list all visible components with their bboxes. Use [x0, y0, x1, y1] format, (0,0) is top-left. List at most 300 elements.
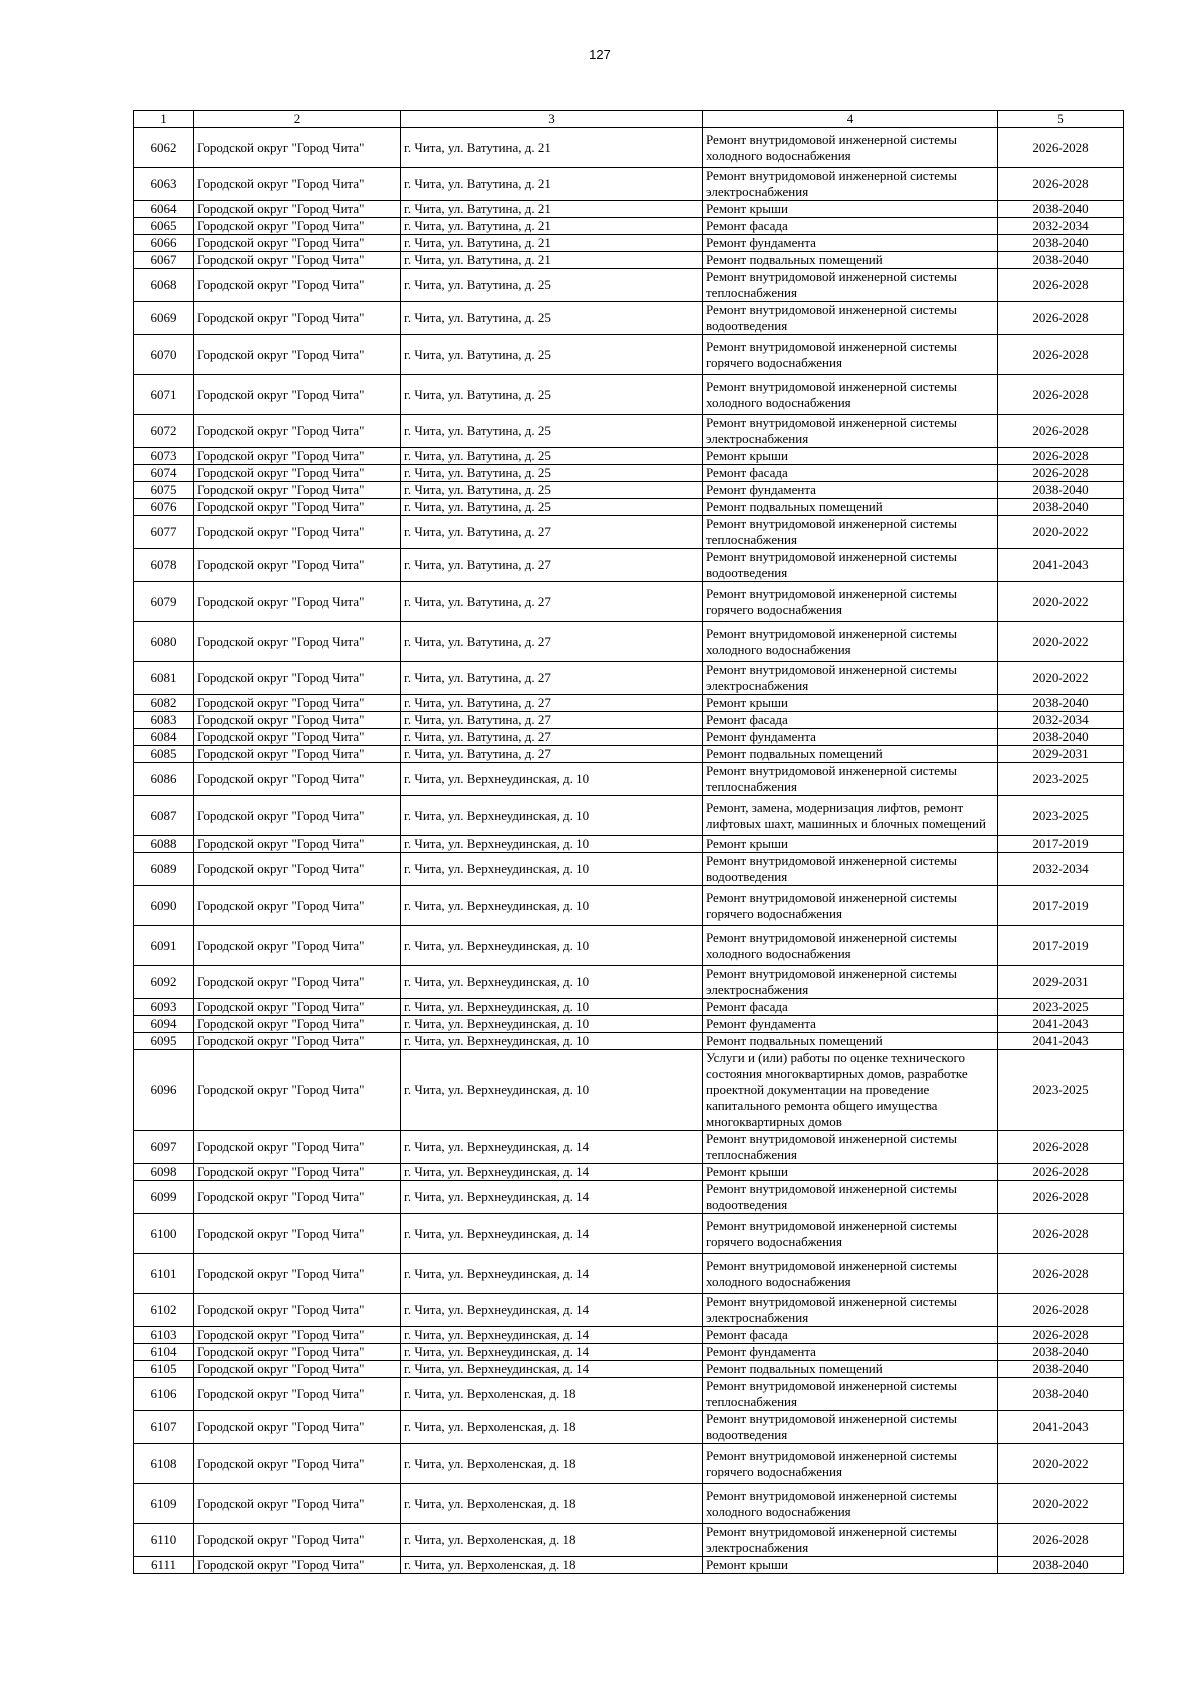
- address-cell: г. Чита, ул. Верхоленская, д. 18: [401, 1524, 703, 1557]
- period-cell: 2023-2025: [998, 1050, 1124, 1131]
- table-row: [134, 235, 1124, 252]
- column-header: 5: [998, 111, 1124, 128]
- row-number-cell: 6082: [134, 695, 194, 712]
- municipality-cell: Городской округ "Город Чита": [194, 1033, 401, 1050]
- municipality-cell: Городской округ "Город Чита": [194, 269, 401, 302]
- row-number-cell: 6080: [134, 622, 194, 662]
- work-type-cell: Ремонт внутридомовой инженерной системы теплоснабжения: [703, 1378, 998, 1411]
- table-row: [134, 128, 1124, 168]
- period-cell: 2032-2034: [998, 218, 1124, 235]
- address-cell: г. Чита, ул. Верхнеудинская, д. 14: [401, 1344, 703, 1361]
- address-cell: г. Чита, ул. Верхнеудинская, д. 14: [401, 1181, 703, 1214]
- period-cell: 2026-2028: [998, 448, 1124, 465]
- row-number-cell: 6079: [134, 582, 194, 622]
- table-row: [134, 218, 1124, 235]
- period-cell: 2038-2040: [998, 201, 1124, 218]
- municipality-cell: Городской округ "Город Чита": [194, 1557, 401, 1574]
- work-type-cell: Ремонт внутридомовой инженерной системы водоотведения: [703, 853, 998, 886]
- row-number-cell: 6072: [134, 415, 194, 448]
- row-number-cell: 6075: [134, 482, 194, 499]
- period-cell: 2038-2040: [998, 235, 1124, 252]
- municipality-cell: Городской округ "Город Чита": [194, 1327, 401, 1344]
- row-number-cell: 6067: [134, 252, 194, 269]
- municipality-cell: Городской округ "Город Чита": [194, 695, 401, 712]
- row-number-cell: 6107: [134, 1411, 194, 1444]
- period-cell: 2017-2019: [998, 886, 1124, 926]
- row-number-cell: 6077: [134, 516, 194, 549]
- table-row: [134, 662, 1124, 695]
- work-type-cell: Ремонт внутридомовой инженерной системы теплоснабжения: [703, 1131, 998, 1164]
- row-number-cell: 6089: [134, 853, 194, 886]
- period-cell: 2038-2040: [998, 252, 1124, 269]
- municipality-cell: Городской округ "Город Чита": [194, 448, 401, 465]
- row-number-cell: 6062: [134, 128, 194, 168]
- row-number-cell: 6094: [134, 1016, 194, 1033]
- work-type-cell: Ремонт подвальных помещений: [703, 746, 998, 763]
- period-cell: 2017-2019: [998, 926, 1124, 966]
- period-cell: 2020-2022: [998, 622, 1124, 662]
- period-cell: 2020-2022: [998, 1484, 1124, 1524]
- row-number-cell: 6069: [134, 302, 194, 335]
- row-number-cell: 6086: [134, 763, 194, 796]
- header-row: [134, 111, 1124, 128]
- work-type-cell: Ремонт фундамента: [703, 729, 998, 746]
- municipality-cell: Городской округ "Город Чита": [194, 662, 401, 695]
- address-cell: г. Чита, ул. Ватутина, д. 21: [401, 235, 703, 252]
- table-row: [134, 622, 1124, 662]
- municipality-cell: Городской округ "Город Чита": [194, 1214, 401, 1254]
- row-number-cell: 6068: [134, 269, 194, 302]
- work-type-cell: Услуги и (или) работы по оценке технического состояния многоквартирных домов, разработке проектной документации на проведение капитального ремонта общего имущества многоквартирных домов: [703, 1050, 998, 1131]
- municipality-cell: Городской округ "Город Чита": [194, 516, 401, 549]
- address-cell: г. Чита, ул. Ватутина, д. 25: [401, 465, 703, 482]
- municipality-cell: Городской округ "Город Чита": [194, 201, 401, 218]
- page-number: 127: [589, 47, 611, 62]
- period-cell: 2026-2028: [998, 375, 1124, 415]
- municipality-cell: Городской округ "Город Чита": [194, 302, 401, 335]
- period-cell: 2023-2025: [998, 796, 1124, 836]
- period-cell: 2020-2022: [998, 662, 1124, 695]
- table-row: [134, 415, 1124, 448]
- period-cell: 2041-2043: [998, 1033, 1124, 1050]
- work-type-cell: Ремонт крыши: [703, 201, 998, 218]
- row-number-cell: 6096: [134, 1050, 194, 1131]
- address-cell: г. Чита, ул. Ватутина, д. 25: [401, 499, 703, 516]
- table-row: [134, 1016, 1124, 1033]
- work-type-cell: Ремонт внутридомовой инженерной системы холодного водоснабжения: [703, 622, 998, 662]
- row-number-cell: 6064: [134, 201, 194, 218]
- row-number-cell: 6078: [134, 549, 194, 582]
- row-number-cell: 6098: [134, 1164, 194, 1181]
- municipality-cell: Городской округ "Город Чита": [194, 1344, 401, 1361]
- period-cell: 2032-2034: [998, 853, 1124, 886]
- period-cell: 2026-2028: [998, 415, 1124, 448]
- row-number-cell: 6097: [134, 1131, 194, 1164]
- work-type-cell: Ремонт фасада: [703, 999, 998, 1016]
- table-row: [134, 1181, 1124, 1214]
- period-cell: 2029-2031: [998, 746, 1124, 763]
- municipality-cell: Городской округ "Город Чита": [194, 465, 401, 482]
- row-number-cell: 6088: [134, 836, 194, 853]
- row-number-cell: 6111: [134, 1557, 194, 1574]
- work-type-cell: Ремонт внутридомовой инженерной системы горячего водоснабжения: [703, 886, 998, 926]
- address-cell: г. Чита, ул. Верхнеудинская, д. 10: [401, 966, 703, 999]
- municipality-cell: Городской округ "Город Чита": [194, 886, 401, 926]
- municipality-cell: Городской округ "Город Чита": [194, 999, 401, 1016]
- period-cell: 2038-2040: [998, 1361, 1124, 1378]
- table-row: [134, 1327, 1124, 1344]
- work-type-cell: Ремонт фасада: [703, 1327, 998, 1344]
- period-cell: 2017-2019: [998, 836, 1124, 853]
- work-type-cell: Ремонт, замена, модернизация лифтов, ремонт лифтовых шахт, машинных и блочных помещений: [703, 796, 998, 836]
- municipality-cell: Городской округ "Город Чита": [194, 1411, 401, 1444]
- period-cell: 2038-2040: [998, 729, 1124, 746]
- table-row: [134, 999, 1124, 1016]
- row-number-cell: 6085: [134, 746, 194, 763]
- work-type-cell: Ремонт крыши: [703, 695, 998, 712]
- row-number-cell: 6083: [134, 712, 194, 729]
- period-cell: 2038-2040: [998, 482, 1124, 499]
- table-row: [134, 729, 1124, 746]
- municipality-cell: Городской округ "Город Чита": [194, 1016, 401, 1033]
- work-type-cell: Ремонт внутридомовой инженерной системы электроснабжения: [703, 415, 998, 448]
- municipality-cell: Городской округ "Город Чита": [194, 218, 401, 235]
- table-row: [134, 465, 1124, 482]
- work-type-cell: Ремонт крыши: [703, 448, 998, 465]
- work-type-cell: Ремонт внутридомовой инженерной системы водоотведения: [703, 1181, 998, 1214]
- municipality-cell: Городской округ "Город Чита": [194, 1181, 401, 1214]
- period-cell: 2026-2028: [998, 1294, 1124, 1327]
- address-cell: г. Чита, ул. Ватутина, д. 21: [401, 201, 703, 218]
- work-type-cell: Ремонт фасада: [703, 465, 998, 482]
- table-row: [134, 966, 1124, 999]
- address-cell: г. Чита, ул. Верхоленская, д. 18: [401, 1444, 703, 1484]
- period-cell: 2038-2040: [998, 1557, 1124, 1574]
- address-cell: г. Чита, ул. Ватутина, д. 27: [401, 746, 703, 763]
- address-cell: г. Чита, ул. Ватутина, д. 21: [401, 252, 703, 269]
- table-row: [134, 582, 1124, 622]
- address-cell: г. Чита, ул. Ватутина, д. 27: [401, 582, 703, 622]
- period-cell: 2026-2028: [998, 269, 1124, 302]
- period-cell: 2020-2022: [998, 516, 1124, 549]
- address-cell: г. Чита, ул. Верхнеудинская, д. 10: [401, 926, 703, 966]
- municipality-cell: Городской округ "Город Чита": [194, 1484, 401, 1524]
- table-row: [134, 1378, 1124, 1411]
- municipality-cell: Городской округ "Город Чита": [194, 712, 401, 729]
- address-cell: г. Чита, ул. Верхнеудинская, д. 10: [401, 886, 703, 926]
- address-cell: г. Чита, ул. Верхоленская, д. 18: [401, 1411, 703, 1444]
- municipality-cell: Городской округ "Город Чита": [194, 729, 401, 746]
- row-number-cell: 6108: [134, 1444, 194, 1484]
- municipality-cell: Городской округ "Город Чита": [194, 1361, 401, 1378]
- period-cell: 2026-2028: [998, 128, 1124, 168]
- row-number-cell: 6074: [134, 465, 194, 482]
- municipality-cell: Городской округ "Город Чита": [194, 499, 401, 516]
- work-type-cell: Ремонт крыши: [703, 1164, 998, 1181]
- municipality-cell: Городской округ "Город Чита": [194, 235, 401, 252]
- table-row: [134, 482, 1124, 499]
- municipality-cell: Городской округ "Город Чита": [194, 1050, 401, 1131]
- table-row: [134, 1344, 1124, 1361]
- table-row: [134, 375, 1124, 415]
- address-cell: г. Чита, ул. Ватутина, д. 25: [401, 375, 703, 415]
- period-cell: 2026-2028: [998, 1327, 1124, 1344]
- municipality-cell: Городской округ "Город Чита": [194, 836, 401, 853]
- work-type-cell: Ремонт фундамента: [703, 482, 998, 499]
- table-row: [134, 1294, 1124, 1327]
- table-row: [134, 695, 1124, 712]
- table-row: [134, 746, 1124, 763]
- municipality-cell: Городской округ "Город Чита": [194, 335, 401, 375]
- table-row: [134, 516, 1124, 549]
- municipality-cell: Городской округ "Город Чита": [194, 853, 401, 886]
- address-cell: г. Чита, ул. Ватутина, д. 27: [401, 729, 703, 746]
- row-number-cell: 6102: [134, 1294, 194, 1327]
- work-type-cell: Ремонт внутридомовой инженерной системы теплоснабжения: [703, 516, 998, 549]
- address-cell: г. Чита, ул. Верхоленская, д. 18: [401, 1484, 703, 1524]
- period-cell: 2029-2031: [998, 966, 1124, 999]
- work-type-cell: Ремонт внутридомовой инженерной системы электроснабжения: [703, 966, 998, 999]
- work-type-cell: Ремонт крыши: [703, 1557, 998, 1574]
- table-row: [134, 201, 1124, 218]
- table-row: [134, 252, 1124, 269]
- work-type-cell: Ремонт внутридомовой инженерной системы горячего водоснабжения: [703, 1444, 998, 1484]
- work-type-cell: Ремонт фундамента: [703, 235, 998, 252]
- address-cell: г. Чита, ул. Ватутина, д. 27: [401, 549, 703, 582]
- row-number-cell: 6084: [134, 729, 194, 746]
- table-row: [134, 836, 1124, 853]
- address-cell: г. Чита, ул. Ватутина, д. 25: [401, 269, 703, 302]
- municipality-cell: Городской округ "Город Чита": [194, 252, 401, 269]
- repair-schedule-table: [133, 110, 1124, 1574]
- period-cell: 2023-2025: [998, 763, 1124, 796]
- address-cell: г. Чита, ул. Ватутина, д. 27: [401, 662, 703, 695]
- municipality-cell: Городской округ "Город Чита": [194, 128, 401, 168]
- municipality-cell: Городской округ "Город Чита": [194, 1254, 401, 1294]
- table-row: [134, 269, 1124, 302]
- period-cell: 2026-2028: [998, 1214, 1124, 1254]
- address-cell: г. Чита, ул. Ватутина, д. 25: [401, 482, 703, 499]
- work-type-cell: Ремонт внутридомовой инженерной системы горячего водоснабжения: [703, 582, 998, 622]
- address-cell: г. Чита, ул. Верхнеудинская, д. 10: [401, 853, 703, 886]
- period-cell: 2026-2028: [998, 1254, 1124, 1294]
- table-row: [134, 1444, 1124, 1484]
- work-type-cell: Ремонт фундамента: [703, 1016, 998, 1033]
- row-number-cell: 6090: [134, 886, 194, 926]
- table-row: [134, 763, 1124, 796]
- municipality-cell: Городской округ "Город Чита": [194, 926, 401, 966]
- table-row: [134, 796, 1124, 836]
- row-number-cell: 6103: [134, 1327, 194, 1344]
- table-row: [134, 1524, 1124, 1557]
- address-cell: г. Чита, ул. Верхнеудинская, д. 10: [401, 1033, 703, 1050]
- row-number-cell: 6066: [134, 235, 194, 252]
- row-number-cell: 6063: [134, 168, 194, 201]
- address-cell: г. Чита, ул. Ватутина, д. 25: [401, 448, 703, 465]
- period-cell: 2038-2040: [998, 1344, 1124, 1361]
- work-type-cell: Ремонт внутридомовой инженерной системы горячего водоснабжения: [703, 1214, 998, 1254]
- address-cell: г. Чита, ул. Ватутина, д. 27: [401, 695, 703, 712]
- row-number-cell: 6095: [134, 1033, 194, 1050]
- period-cell: 2020-2022: [998, 582, 1124, 622]
- work-type-cell: Ремонт внутридомовой инженерной системы холодного водоснабжения: [703, 926, 998, 966]
- address-cell: г. Чита, ул. Ватутина, д. 27: [401, 516, 703, 549]
- table-row: [134, 168, 1124, 201]
- period-cell: 2020-2022: [998, 1444, 1124, 1484]
- row-number-cell: 6101: [134, 1254, 194, 1294]
- address-cell: г. Чита, ул. Верхнеудинская, д. 14: [401, 1327, 703, 1344]
- period-cell: 2038-2040: [998, 695, 1124, 712]
- work-type-cell: Ремонт подвальных помещений: [703, 1361, 998, 1378]
- address-cell: г. Чита, ул. Верхнеудинская, д. 14: [401, 1214, 703, 1254]
- period-cell: 2026-2028: [998, 335, 1124, 375]
- work-type-cell: Ремонт внутридомовой инженерной системы теплоснабжения: [703, 763, 998, 796]
- address-cell: г. Чита, ул. Верхнеудинская, д. 14: [401, 1164, 703, 1181]
- row-number-cell: 6091: [134, 926, 194, 966]
- municipality-cell: Городской округ "Город Чита": [194, 482, 401, 499]
- row-number-cell: 6081: [134, 662, 194, 695]
- table-row: [134, 1557, 1124, 1574]
- work-type-cell: Ремонт внутридомовой инженерной системы водоотведения: [703, 302, 998, 335]
- work-type-cell: Ремонт внутридомовой инженерной системы электроснабжения: [703, 168, 998, 201]
- row-number-cell: 6110: [134, 1524, 194, 1557]
- work-type-cell: Ремонт внутридомовой инженерной системы холодного водоснабжения: [703, 375, 998, 415]
- table-row: [134, 1050, 1124, 1131]
- row-number-cell: 6093: [134, 999, 194, 1016]
- table-row: [134, 1254, 1124, 1294]
- municipality-cell: Городской округ "Город Чита": [194, 415, 401, 448]
- column-header: 4: [703, 111, 998, 128]
- table-row: [134, 1131, 1124, 1164]
- column-header: 3: [401, 111, 703, 128]
- address-cell: г. Чита, ул. Верхнеудинская, д. 14: [401, 1254, 703, 1294]
- column-header: 1: [134, 111, 194, 128]
- address-cell: г. Чита, ул. Ватутина, д. 21: [401, 168, 703, 201]
- table-row: [134, 1164, 1124, 1181]
- row-number-cell: 6099: [134, 1181, 194, 1214]
- period-cell: 2041-2043: [998, 1016, 1124, 1033]
- table-row: [134, 1033, 1124, 1050]
- table-row: [134, 335, 1124, 375]
- address-cell: г. Чита, ул. Верхнеудинская, д. 14: [401, 1131, 703, 1164]
- work-type-cell: Ремонт внутридомовой инженерной системы холодного водоснабжения: [703, 128, 998, 168]
- table-row: [134, 712, 1124, 729]
- table-row: [134, 302, 1124, 335]
- row-number-cell: 6065: [134, 218, 194, 235]
- municipality-cell: Городской округ "Город Чита": [194, 796, 401, 836]
- municipality-cell: Городской округ "Город Чита": [194, 622, 401, 662]
- period-cell: 2041-2043: [998, 1411, 1124, 1444]
- table-row: [134, 499, 1124, 516]
- period-cell: 2026-2028: [998, 168, 1124, 201]
- address-cell: г. Чита, ул. Верхнеудинская, д. 10: [401, 763, 703, 796]
- row-number-cell: 6071: [134, 375, 194, 415]
- municipality-cell: Городской округ "Город Чита": [194, 1164, 401, 1181]
- table-row: [134, 448, 1124, 465]
- municipality-cell: Городской округ "Город Чита": [194, 168, 401, 201]
- work-type-cell: Ремонт фундамента: [703, 1344, 998, 1361]
- column-header: 2: [194, 111, 401, 128]
- row-number-cell: 6076: [134, 499, 194, 516]
- address-cell: г. Чита, ул. Ватутина, д. 21: [401, 128, 703, 168]
- table-row: [134, 549, 1124, 582]
- address-cell: г. Чита, ул. Ватутина, д. 27: [401, 622, 703, 662]
- address-cell: г. Чита, ул. Ватутина, д. 25: [401, 335, 703, 375]
- work-type-cell: Ремонт фасада: [703, 712, 998, 729]
- row-number-cell: 6105: [134, 1361, 194, 1378]
- period-cell: 2026-2028: [998, 1181, 1124, 1214]
- address-cell: г. Чита, ул. Ватутина, д. 21: [401, 218, 703, 235]
- period-cell: 2026-2028: [998, 1524, 1124, 1557]
- table-row: [134, 853, 1124, 886]
- municipality-cell: Городской округ "Город Чита": [194, 1378, 401, 1411]
- address-cell: г. Чита, ул. Верхоленская, д. 18: [401, 1378, 703, 1411]
- work-type-cell: Ремонт внутридомовой инженерной системы электроснабжения: [703, 662, 998, 695]
- period-cell: 2041-2043: [998, 549, 1124, 582]
- municipality-cell: Городской округ "Город Чита": [194, 375, 401, 415]
- period-cell: 2026-2028: [998, 302, 1124, 335]
- row-number-cell: 6073: [134, 448, 194, 465]
- period-cell: 2032-2034: [998, 712, 1124, 729]
- address-cell: г. Чита, ул. Верхнеудинская, д. 14: [401, 1294, 703, 1327]
- address-cell: г. Чита, ул. Верхнеудинская, д. 10: [401, 1050, 703, 1131]
- work-type-cell: Ремонт внутридомовой инженерной системы теплоснабжения: [703, 269, 998, 302]
- address-cell: г. Чита, ул. Верхнеудинская, д. 10: [401, 796, 703, 836]
- row-number-cell: 6100: [134, 1214, 194, 1254]
- address-cell: г. Чита, ул. Верхоленская, д. 18: [401, 1557, 703, 1574]
- municipality-cell: Городской округ "Город Чита": [194, 1294, 401, 1327]
- period-cell: 2038-2040: [998, 499, 1124, 516]
- municipality-cell: Городской округ "Город Чита": [194, 1131, 401, 1164]
- row-number-cell: 6070: [134, 335, 194, 375]
- address-cell: г. Чита, ул. Верхнеудинская, д. 10: [401, 999, 703, 1016]
- period-cell: 2026-2028: [998, 1164, 1124, 1181]
- address-cell: г. Чита, ул. Верхнеудинская, д. 10: [401, 1016, 703, 1033]
- table-row: [134, 1214, 1124, 1254]
- work-type-cell: Ремонт внутридомовой инженерной системы электроснабжения: [703, 1294, 998, 1327]
- municipality-cell: Городской округ "Город Чита": [194, 1444, 401, 1484]
- work-type-cell: Ремонт внутридомовой инженерной системы электроснабжения: [703, 1524, 998, 1557]
- row-number-cell: 6087: [134, 796, 194, 836]
- municipality-cell: Городской округ "Город Чита": [194, 582, 401, 622]
- work-type-cell: Ремонт фасада: [703, 218, 998, 235]
- address-cell: г. Чита, ул. Верхнеудинская, д. 14: [401, 1361, 703, 1378]
- row-number-cell: 6106: [134, 1378, 194, 1411]
- address-cell: г. Чита, ул. Ватутина, д. 25: [401, 415, 703, 448]
- work-type-cell: Ремонт подвальных помещений: [703, 1033, 998, 1050]
- table-body: [134, 128, 1124, 1574]
- period-cell: 2026-2028: [998, 1131, 1124, 1164]
- row-number-cell: 6104: [134, 1344, 194, 1361]
- table-row: [134, 1484, 1124, 1524]
- table-row: [134, 886, 1124, 926]
- municipality-cell: Городской округ "Город Чита": [194, 549, 401, 582]
- address-cell: г. Чита, ул. Ватутина, д. 25: [401, 302, 703, 335]
- address-cell: г. Чита, ул. Ватутина, д. 27: [401, 712, 703, 729]
- work-type-cell: Ремонт внутридомовой инженерной системы водоотведения: [703, 1411, 998, 1444]
- period-cell: 2026-2028: [998, 465, 1124, 482]
- period-cell: 2023-2025: [998, 999, 1124, 1016]
- table-row: [134, 926, 1124, 966]
- table-row: [134, 1411, 1124, 1444]
- work-type-cell: Ремонт крыши: [703, 836, 998, 853]
- work-type-cell: Ремонт подвальных помещений: [703, 252, 998, 269]
- work-type-cell: Ремонт внутридомовой инженерной системы горячего водоснабжения: [703, 335, 998, 375]
- municipality-cell: Городской округ "Город Чита": [194, 1524, 401, 1557]
- address-cell: г. Чита, ул. Верхнеудинская, д. 10: [401, 836, 703, 853]
- row-number-cell: 6092: [134, 966, 194, 999]
- municipality-cell: Городской округ "Город Чита": [194, 966, 401, 999]
